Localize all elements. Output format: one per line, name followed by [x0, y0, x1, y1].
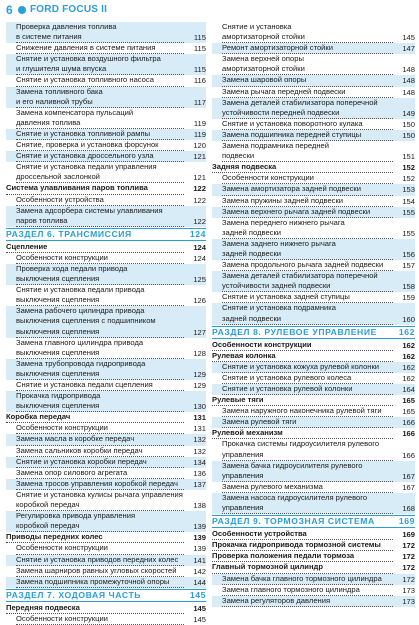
- toc-entry-title: Замена деталей стабилизатора поперечной устойчивости передней подвески: [222, 98, 393, 119]
- toc-entry: [212, 373, 415, 384]
- toc-page-number: 162: [402, 373, 415, 383]
- toc-entry-title: Замена тросов управления коробкой передач: [16, 479, 184, 490]
- toc-entry: [212, 207, 415, 218]
- toc-entry-title: Замена шарниров равных угловых скоростей: [16, 566, 184, 577]
- toc-page-number: 149: [402, 108, 415, 118]
- toc-entry: [212, 596, 415, 607]
- toc-entry-title: Снятие и установка кожуха рулевой колонки: [222, 362, 393, 373]
- toc-chapter-entry: [6, 183, 206, 194]
- toc-entry-title: Замена рычага передней подвески: [222, 87, 393, 98]
- toc-page-number: 131: [193, 413, 206, 423]
- toc-page-number: 115: [193, 44, 206, 54]
- bullet-icon: [18, 6, 26, 14]
- toc-page-number: 152: [402, 163, 415, 173]
- toc-entry-title: Особенности конструкции: [16, 614, 184, 625]
- toc-page-number: 173: [402, 596, 415, 606]
- toc-page-number: 173: [402, 585, 415, 595]
- toc-entry: [212, 196, 415, 207]
- toc-chapter-entry: [6, 242, 206, 253]
- toc-entry: [212, 271, 415, 292]
- toc-entry: [6, 391, 206, 412]
- toc-chapter-entry: [212, 395, 415, 406]
- toc-entry-title: РАЗДЕЛ 7. ХОДОВАЯ ЧАСТЬ: [6, 589, 142, 600]
- toc-entry: [6, 54, 206, 75]
- toc-entry: [6, 87, 206, 108]
- toc-column-right: [212, 22, 415, 606]
- toc-entry: [6, 468, 206, 479]
- toc-section-heading: [212, 326, 415, 339]
- toc-entry-title: Снятие и установка рулевого колеса: [222, 373, 393, 384]
- toc-page-number: 139: [193, 522, 206, 532]
- toc-chapter-entry: [6, 412, 206, 423]
- toc-entry: [212, 141, 415, 162]
- toc-section-heading: [212, 515, 415, 528]
- toc-page-number: 120: [193, 141, 206, 151]
- toc-entry-title: Рулевая колонка: [212, 351, 393, 362]
- toc-entry-title: Рулевой механизм: [212, 428, 393, 439]
- toc-page-number: 125: [193, 275, 206, 285]
- toc-entry-title: Снятие и установка подрамника задней подвески: [222, 303, 393, 324]
- toc-entry: [6, 543, 206, 554]
- toc-page-number: 152: [402, 174, 415, 184]
- toc-chapter-entry: [212, 162, 415, 173]
- toc-chapter-entry: [212, 562, 415, 573]
- toc-entry: [6, 446, 206, 457]
- toc-entry: [6, 195, 206, 206]
- toc-entry-title: Прокачка гидропривода выключения сцепления: [16, 391, 184, 412]
- toc-chapter-entry: [6, 532, 206, 543]
- toc-page-number: 119: [193, 118, 206, 128]
- toc-chapter-entry: [212, 340, 415, 351]
- toc-page-number: 162: [402, 351, 415, 361]
- toc-entry: [6, 457, 206, 468]
- toc-entry-title: Особенности конструкции: [16, 543, 184, 554]
- toc-page-number: 166: [402, 429, 415, 439]
- toc-chapter-entry: [212, 351, 415, 362]
- toc-entry-title: Замена рулевого механизма: [222, 482, 393, 493]
- toc-entry-title: Система улавливания паров топлива: [6, 183, 184, 194]
- toc-page-number: 142: [193, 566, 206, 576]
- toc-entry-title: Замена рабочего цилиндра привода выключения сцепления с подшипником выключения сцепления: [16, 306, 184, 337]
- toc-page-number: 153: [402, 185, 415, 195]
- toc-page-number: 141: [193, 555, 206, 565]
- toc-page-number: 158: [402, 282, 415, 292]
- toc-entry: [6, 140, 206, 151]
- toc-entry-title: Замена верхней опоры амортизаторной стойки: [222, 54, 393, 75]
- toc-page-number: 169: [398, 516, 415, 527]
- toc-entry-title: Снятие и установка топливной рампы: [16, 129, 184, 140]
- toc-entry-title: Проверка положения педали тормоза: [212, 551, 393, 562]
- toc-page-number: 159: [402, 293, 415, 303]
- toc-page-number: 121: [193, 173, 206, 183]
- toc-page-number: 155: [402, 228, 415, 238]
- toc-entry-title: Снятие и установка педали привода выключения сцепления: [16, 285, 184, 306]
- toc-page-number: 168: [402, 504, 415, 514]
- toc-entry-title: Снятие и установка дроссельного узла: [16, 151, 184, 162]
- toc-entry-title: Особенности конструкции: [222, 173, 393, 184]
- toc-entry: [6, 22, 206, 43]
- toc-entry-title: Главный тормозной цилиндр: [212, 562, 393, 573]
- toc-entry: [6, 206, 206, 227]
- toc-chapter-entry: [212, 551, 415, 562]
- toc-page-number: 130: [193, 402, 206, 412]
- toc-entry: [6, 75, 206, 86]
- toc-entry-title: Замена компенсатора пульсаций давления топлива: [16, 108, 184, 129]
- toc-page-number: 122: [193, 195, 206, 205]
- toc-page-number: 160: [402, 314, 415, 324]
- toc-page-number: 172: [402, 552, 415, 562]
- toc-entry: [212, 130, 415, 141]
- toc-page-number: 145: [189, 589, 206, 600]
- toc-entry-title: Замена сальников коробки передач: [16, 446, 184, 457]
- toc-entry-title: Снятие и установка задней ступицы: [222, 292, 393, 303]
- toc-entry-title: Снятие и установка рулевой колонки: [222, 384, 393, 395]
- toc-page-number: 169: [402, 530, 415, 540]
- toc-entry-title: Передняя подвеска: [6, 603, 184, 614]
- toc-entry-title: Замена рулевой тяги: [222, 417, 393, 428]
- toc-page-number: 115: [193, 33, 206, 43]
- toc-entry: [6, 490, 206, 511]
- toc-entry: [6, 555, 206, 566]
- toc-page-number: 166: [402, 450, 415, 460]
- toc-chapter-entry: [6, 603, 206, 614]
- toc-entry-title: РАЗДЕЛ 8. РУЛЕВОЕ УПРАВЛЕНИЕ: [212, 326, 377, 337]
- toc-page-number: 172: [402, 563, 415, 573]
- toc-entry: [6, 338, 206, 359]
- toc-entry-title: Коробка передач: [6, 412, 184, 423]
- toc-page-number: 150: [402, 130, 415, 140]
- toc-page-number: 117: [193, 97, 206, 107]
- toc-page-number: 151: [402, 152, 415, 162]
- toc-entry: [6, 577, 206, 588]
- toc-entry-title: Снятие и установка топливного насоса: [16, 75, 184, 86]
- toc-page-number: 148: [402, 76, 415, 86]
- toc-page-number: 145: [193, 614, 206, 624]
- toc-page-number: 134: [193, 457, 206, 467]
- toc-entry-title: Особенности устройства: [212, 529, 393, 540]
- toc-entry: [212, 461, 415, 482]
- toc-entry: [6, 162, 206, 183]
- toc-entry-title: Снятие и установка педали управления дроссельной заслонкой: [16, 162, 184, 183]
- toc-page-number: 167: [402, 471, 415, 481]
- toc-entry-title: Ремонт амортизаторной стойки: [222, 43, 393, 54]
- toc-entry-title: Замена амортизатора задней подвески: [222, 184, 393, 195]
- toc-page-number: 162: [398, 326, 415, 337]
- toc-page-number: 122: [193, 184, 206, 194]
- toc-entry-title: Замена топливного бака и его наливной трубы: [16, 87, 184, 108]
- toc-page-number: 164: [402, 385, 415, 394]
- toc-page-number: 138: [193, 501, 206, 511]
- toc-page-number: 148: [402, 87, 415, 97]
- toc-entry-title: Снятие, проверка и установка форсунок: [16, 140, 184, 151]
- toc-page-number: 132: [193, 435, 206, 445]
- toc-entry: [212, 439, 415, 460]
- toc-entry-title: Проверка хода педали привода выключения сцепления: [16, 264, 184, 285]
- toc-page-number: 115: [193, 65, 206, 75]
- toc-entry: [212, 482, 415, 493]
- toc-entry: [212, 218, 415, 239]
- toc-page-number: 154: [402, 196, 415, 206]
- toc-entry-title: Прокачка гидропривода тормозной системы: [212, 540, 393, 551]
- toc-entry: [6, 306, 206, 337]
- toc-page-number: 132: [193, 446, 206, 456]
- toc-entry: [212, 303, 415, 324]
- toc-entry: [212, 98, 415, 119]
- toc-entry: [6, 614, 206, 625]
- toc-chapter-entry: [212, 540, 415, 551]
- toc-page-number: 150: [402, 119, 415, 129]
- toc-page-number: 166: [402, 418, 415, 428]
- toc-entry-title: Замена переднего нижнего рычага задней подвески: [222, 218, 393, 239]
- toc-entry-title: Замена верхнего рычага задней подвески: [222, 207, 393, 218]
- toc-entry: [6, 359, 206, 380]
- toc-entry-title: Замена масла в коробке передач: [16, 434, 184, 445]
- toc-entry-title: Снятие и установка педали сцепления: [16, 380, 184, 391]
- toc-entry: [212, 119, 415, 130]
- toc-entry-title: Замена деталей стабилизатора поперечной устойчивости задней подвески: [222, 271, 393, 292]
- toc-entry: [6, 253, 206, 264]
- toc-entry: [212, 43, 415, 54]
- toc-entry-title: Замена пружины задней подвески: [222, 196, 393, 207]
- toc-page-number: 162: [402, 340, 415, 350]
- toc-entry-title: Особенности конструкции: [212, 340, 393, 351]
- toc-entry: [6, 285, 206, 306]
- toc-entry: [6, 108, 206, 129]
- toc-entry: [212, 260, 415, 271]
- toc-page-number: 139: [193, 533, 206, 543]
- toc-entry-title: Снятие и установка приводов передних колес: [16, 555, 184, 566]
- toc-entry: [212, 239, 415, 260]
- toc-entry: [212, 417, 415, 428]
- toc-page-number: 139: [193, 544, 206, 554]
- toc-entry-title: Замена продольного рычага задней подвески: [222, 260, 393, 271]
- toc-entry: [212, 173, 415, 184]
- toc-entry: [212, 292, 415, 303]
- toc-page-number: 155: [402, 207, 415, 217]
- toc-entry-title: Замена наружного наконечника рулевой тяги: [222, 406, 393, 417]
- toc-page-number: 124: [189, 228, 206, 239]
- toc-chapter-entry: [212, 529, 415, 540]
- toc-entry: [212, 54, 415, 75]
- toc-entry-title: Особенности конструкции: [16, 253, 184, 264]
- toc-page-number: 172: [402, 574, 415, 584]
- toc-entry: [6, 511, 206, 532]
- toc-chapter-entry: [212, 428, 415, 439]
- toc-entry-title: Снятие и установка кулисы рычага управления коробкой передач: [16, 490, 184, 511]
- toc-page-number: 147: [402, 44, 415, 54]
- toc-page-number: 126: [193, 296, 206, 306]
- toc-page-number: 156: [402, 249, 415, 259]
- toc-entry-title: РАЗДЕЛ 6. ТРАНСМИССИЯ: [6, 228, 132, 239]
- toc-entry-title: Замена регуляторов давления: [222, 596, 393, 607]
- toc-entry-title: Прокачка системы гидроусилителя рулевого управления: [222, 439, 393, 460]
- toc-entry-title: Регулировка привода управления коробкой передач: [16, 511, 184, 532]
- toc-entry-title: Замена заднего нижнего рычага задней подвески: [222, 239, 393, 260]
- toc-page-number: 148: [402, 65, 415, 75]
- toc-page-number: 165: [402, 407, 415, 417]
- toc-page-number: 157: [402, 261, 415, 271]
- toc-entry-title: Проверка давления топлива в системе питания: [16, 22, 184, 43]
- toc-entry-title: Снятие и установка амортизаторной стойки: [222, 22, 393, 43]
- toc-entry-title: Особенности устройства: [16, 195, 184, 206]
- toc-page-number: 172: [402, 541, 415, 551]
- toc-entry-title: Замена бачка главного тормозного цилиндра: [222, 574, 393, 585]
- toc-page-number: 162: [402, 362, 415, 372]
- toc-page-number: 137: [193, 479, 206, 489]
- toc-entry-title: Особенности конструкции: [16, 423, 184, 434]
- toc-page-number: 119: [193, 129, 206, 139]
- toc-entry: [212, 184, 415, 195]
- toc-page-number: 129: [193, 369, 206, 379]
- toc-page-number: 145: [402, 33, 415, 43]
- toc-entry: [6, 434, 206, 445]
- toc-page-number: 128: [193, 348, 206, 358]
- toc-entry-title: Приводы передних колес: [6, 532, 184, 543]
- toc-entry-title: Замена опор силового агрегата: [16, 468, 184, 479]
- toc-entry: [212, 585, 415, 596]
- toc-page-number: 165: [402, 396, 415, 406]
- toc-entry-title: Замена трубопровода гидропривода выключения сцепления: [16, 359, 184, 380]
- toc-page-number: 144: [193, 577, 206, 587]
- toc-page-number: 124: [193, 253, 206, 263]
- toc-entry: [6, 43, 206, 54]
- toc-entry-title: РАЗДЕЛ 9. ТОРМОЗНАЯ СИСТЕМА: [212, 516, 375, 527]
- toc-entry: [6, 423, 206, 434]
- toc-entry-title: Замена подшипника промежуточной опоры: [16, 577, 184, 588]
- toc-page-number: 116: [193, 76, 206, 86]
- toc-page-number: 127: [193, 327, 206, 337]
- toc-entry-title: Замена бачка гидроусилителя рулевого управления: [222, 461, 393, 482]
- toc-section-heading: [6, 228, 206, 241]
- toc-entry: [212, 574, 415, 585]
- toc-entry-title: Замена главного тормозного цилиндра: [222, 585, 393, 596]
- toc-page-number: 124: [193, 242, 206, 252]
- toc-entry-title: Замена подрамника передней подвески: [222, 141, 393, 162]
- toc-entry: [6, 566, 206, 577]
- toc-entry-title: Снятие и установка коробки передач: [16, 457, 184, 468]
- toc-section-heading: [6, 589, 206, 602]
- toc-entry: [212, 87, 415, 98]
- toc-page-number: 145: [193, 603, 206, 613]
- toc-entry: [6, 264, 206, 285]
- toc-entry-title: Замена шаровой опоры: [222, 75, 393, 86]
- toc-entry-title: Замена главного цилиндра привода выключения сцепления: [16, 338, 184, 359]
- toc-entry: [6, 479, 206, 490]
- page-number: 6: [6, 3, 13, 17]
- toc-entry-title: Замена подшипника передней ступицы: [222, 130, 393, 141]
- toc-entry: [212, 384, 415, 395]
- toc-entry: [212, 362, 415, 373]
- toc-entry-title: Снятие и установка воздушного фильтра и глушителя шума впуска: [16, 54, 184, 75]
- toc-entry-title: Снятие и установка поворотного кулака: [222, 119, 393, 130]
- toc-page-number: 167: [402, 482, 415, 492]
- toc-page-number: 121: [193, 152, 206, 162]
- toc-entry: [6, 380, 206, 391]
- toc-entry-title: Замена адсорбера системы улавливания паров топлива: [16, 206, 184, 227]
- toc-column-left: [6, 22, 206, 624]
- toc-entry: [212, 75, 415, 86]
- toc-page-number: 131: [193, 424, 206, 434]
- toc-entry: [6, 129, 206, 140]
- toc-entry: [212, 493, 415, 514]
- toc-page-number: 129: [193, 381, 206, 390]
- toc-entry-title: Замена насоса гидроусилителя рулевого управления: [222, 493, 393, 514]
- page-header: [0, 0, 419, 22]
- toc-entry: [212, 406, 415, 417]
- book-title: FORD FOCUS II: [30, 4, 108, 15]
- toc-entry-title: Снижение давления в системе питания: [16, 43, 184, 54]
- toc-entry-title: Рулевые тяги: [212, 395, 393, 406]
- toc-entry-title: Сцепление: [6, 242, 184, 253]
- toc-entry: [212, 22, 415, 43]
- toc-entry-title: Задняя подвеска: [212, 162, 393, 173]
- toc-page-number: 136: [193, 468, 206, 478]
- toc-page-number: 122: [193, 216, 206, 226]
- toc-entry: [6, 151, 206, 162]
